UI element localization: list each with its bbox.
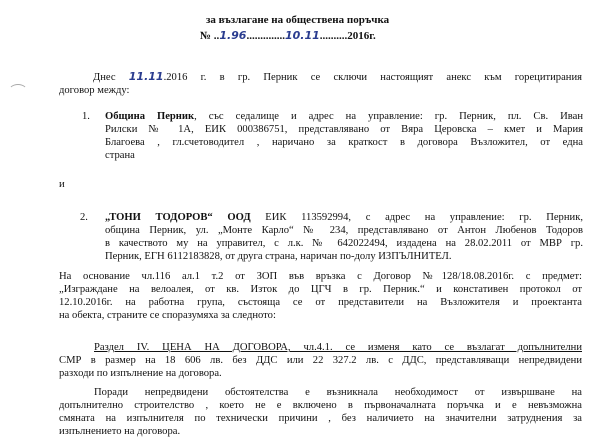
section-line: разходи по изпълнение на договора.: [59, 368, 222, 379]
party-2-line: „ТОНИ ТОДОРОВ“ ООД ЕИК 113592994, с адрес на управление: гр. Перник,: [105, 212, 583, 223]
section-line: Раздел IV. ЦЕНА НА ДОГОВОРА, чл.4.1. се изменя като се възлагат допълнителни: [94, 342, 582, 353]
party-2-number: 2.: [80, 212, 88, 223]
party-2-block: [105, 211, 583, 263]
reason-line: Поради непредвидени обстоятелства е възникнала необходимост от извършване на: [94, 387, 582, 398]
basis-line: На основание чл.116 ал.1 т.2 от ЗОП във връзка с Договор №128/18.08.2016г. с предмет:: [59, 271, 582, 282]
intro-paragraph: [59, 70, 582, 97]
handwritten-number: 1.96: [219, 29, 247, 42]
party-1-number: 1.: [82, 111, 90, 122]
basis-line: 12.10.2016г. на работна група, състояща се от представители на Възложителя и проектанта: [59, 297, 582, 308]
reason-line: допълнително строителство , което не е включено в първоначалната поръчка и е невъзможна: [59, 400, 582, 411]
contract-number-line: [200, 29, 376, 43]
intro-line-1: Днес 11.11.2016 г. в гр. Перник се сключи настоящият анекс към горецитирания: [93, 70, 582, 83]
number-dots: ..............: [246, 30, 285, 42]
party-2-line: община Перник, ул. „Монте Карло“ № 234, представлявано от Антон Любенов Тодоров: [105, 225, 583, 236]
number-prefix: № ..: [200, 30, 220, 42]
party-1-name: Община Перник: [105, 111, 195, 122]
basis-paragraph: [59, 270, 582, 322]
party-1-line: страна: [105, 150, 135, 161]
party-2-line: в качеството му на управител, с л.к. № 642022494, издадена на 28.02.2011 от МВР гр.: [105, 238, 583, 249]
party-1-line: Рилски № 1А, ЕИК 000386751, представлявано от Вяра Церовска – кмет и Мария: [105, 124, 583, 135]
intro-line-2: договор между:: [59, 85, 130, 96]
reason-line: изпълнението на договора.: [59, 426, 181, 437]
party-2-name: „ТОНИ ТОДОРОВ“ ООД: [105, 212, 251, 223]
reason-paragraph: [59, 386, 582, 438]
party-1-line: Благоева , гл.счетоводител , наричано за краткост в договора Възложител, от една: [105, 137, 583, 148]
handwritten-intro-date: 11.11: [128, 70, 164, 83]
basis-line: „Изграждане на велоалея, от кв. Изток до ЦГЧ в гр. Перник.“ и констативен протокол от: [59, 284, 582, 295]
conjunction: и: [59, 179, 65, 190]
handwritten-date: 10.11: [284, 29, 320, 42]
party-1-line: Община Перник, със седалище и адрес на управление: гр. Перник, пл. Св. Иван: [105, 111, 584, 122]
party-1-block: [105, 110, 583, 162]
party-2-line: Перник, ЕГН 6112183828, от друга страна, наричан по-долу ИЗПЪЛНИТЕЛ.: [105, 251, 452, 262]
basis-line: на обекта, страните се споразумяха за следното:: [59, 310, 276, 321]
section-line: СМР в размер на 18 606 лв. без ДДС или 22 327.2 лв. с ДДС, представляващи непредвидени: [59, 355, 582, 366]
reason-line: смяната на изпълнителя по технически причини , без наличието на значителни затруднения за: [59, 413, 582, 424]
hole-punch-mark: [8, 84, 28, 100]
date-suffix: ..........2016г.: [319, 30, 376, 42]
document-title: за възлагане на обществена поръчка: [206, 14, 390, 26]
section-paragraph: [59, 341, 582, 380]
